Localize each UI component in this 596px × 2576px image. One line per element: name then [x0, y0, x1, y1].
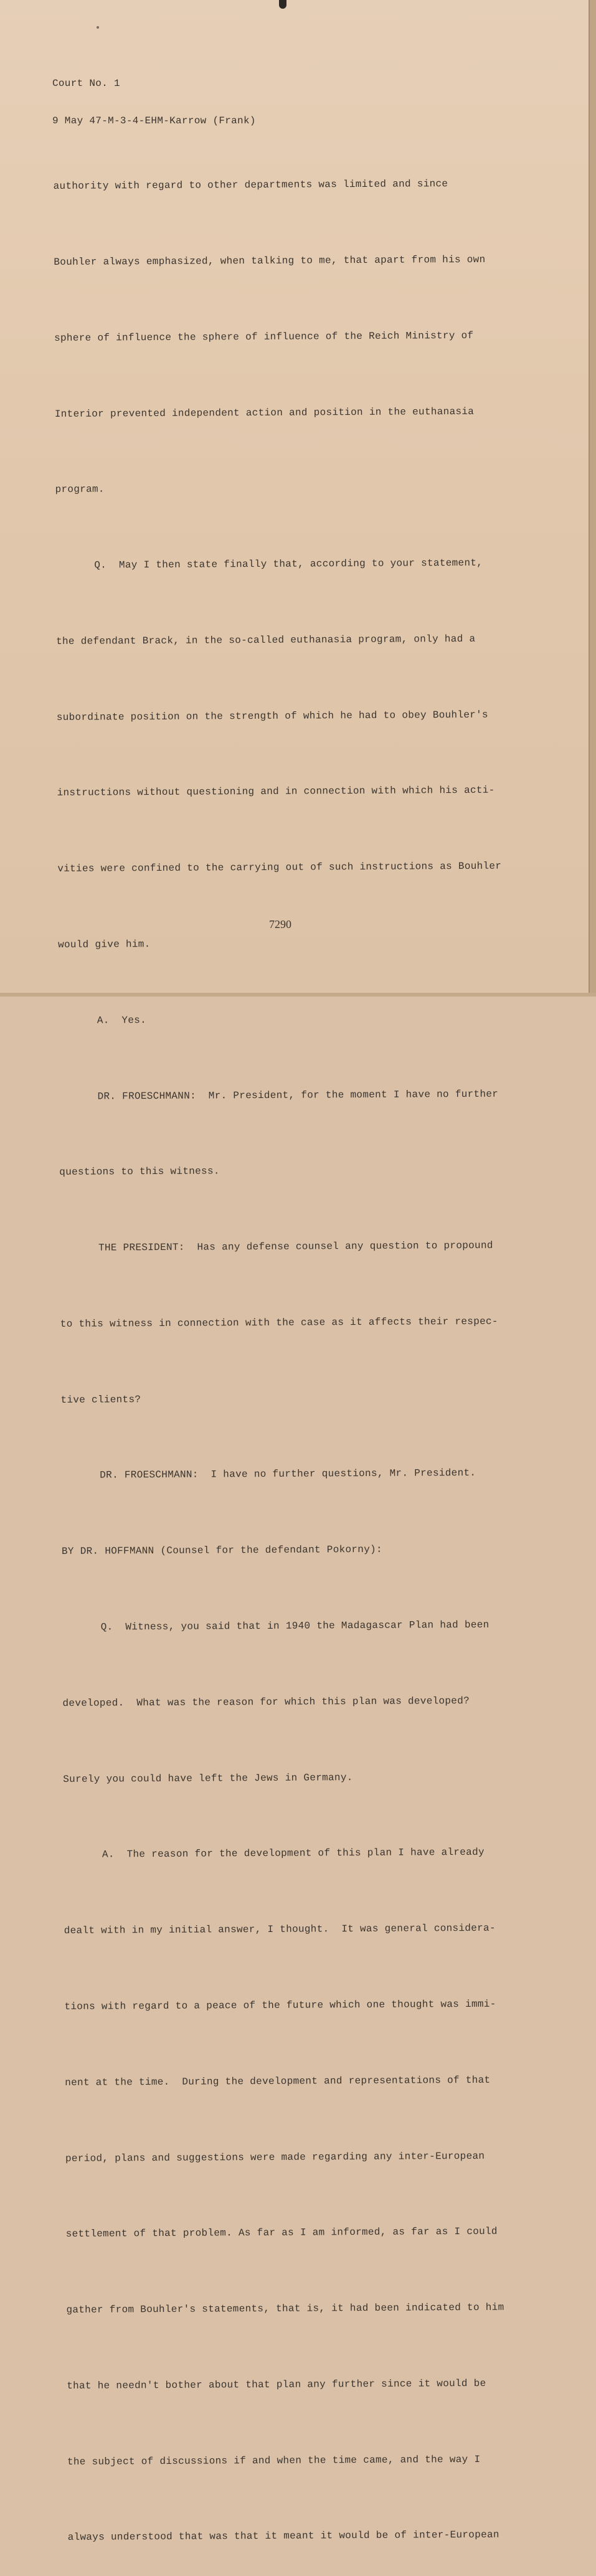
transcript-line: to this witness in connection with the case as it affects their respec-	[60, 1315, 498, 1330]
transcript-line: Bouhler always emphasized, when talking to me, that apart from his own	[54, 253, 486, 268]
transcript-line: program.	[55, 483, 105, 496]
transcript-line: Q. May I then state finally that, according to your statement,	[94, 557, 483, 571]
session-reference: 9 May 47-M-3-4-EHM-Karrow (Frank)	[52, 115, 256, 126]
transcript-line: THE PRESIDENT: Has any defense counsel any question to propound	[98, 1239, 493, 1254]
transcript-line: tive clients?	[60, 1393, 141, 1406]
transcript-line: BY DR. HOFFMANN (Counsel for the defendant Pokorny):	[61, 1544, 382, 1558]
transcript-line: authority with regard to other departments was limited and since	[53, 178, 448, 192]
transcript-line: gather from Bouhler's statements, that is, it had been indicated to him	[66, 2301, 504, 2316]
transcript-line: tions with regard to a peace of the future which one thought was immi-	[64, 1998, 496, 2012]
transcript-line: Surely you could have left the Jews in Germany.	[63, 1771, 353, 1785]
transcript-body	[53, 121, 512, 2576]
transcript-line: Interior prevented independent action and position in the euthanasia	[54, 405, 475, 420]
transcript-line: the defendant Brack, in the so-called euthanasia program, only had a	[56, 633, 476, 647]
transcript-line: would give him.	[58, 939, 151, 950]
transcript-line: sphere of influence the sphere of influence of the Reich Ministry of	[54, 329, 474, 344]
transcript-line: developed. What was the reason for which this plan was developed?	[62, 1695, 470, 1709]
transcript-line: period, plans and suggestions were made regarding any inter-European	[65, 2150, 485, 2164]
transcript-line: A. The reason for the development of this plan I have already	[102, 1847, 485, 1860]
transcript-line: the subject of discussions if and when the time came, and the way I	[67, 2453, 481, 2468]
transcript-line: DR. FROESCHMANN: I have no further questions, Mr. President.	[100, 1467, 476, 1482]
transcript-line: DR. FROESCHMANN: Mr. President, for the moment I have no further	[97, 1088, 499, 1102]
transcript-line: Q. Witness, you said that in 1940 the Madagascar Plan had been	[100, 1619, 490, 1633]
court-number: Court No. 1	[52, 78, 120, 89]
page-number: 7290	[269, 918, 291, 930]
transcript-line: subordinate position on the strength of which he had to obey Bouhler's	[56, 709, 488, 723]
transcript-line: always understood that was that it meant it would be of inter-European	[67, 2529, 499, 2544]
page-edge	[589, 0, 596, 997]
transcript-line: instructions without questioning and in connection with which his acti-	[57, 785, 495, 799]
transcript-line: A. Yes.	[97, 1014, 147, 1026]
paper-speck	[97, 26, 99, 29]
punch-hole	[279, 0, 286, 9]
transcript-line: nent at the time. During the development and representations of that	[65, 2074, 491, 2088]
transcript-line: that he needn't bother about that plan any further since it would be	[67, 2377, 486, 2392]
transcript-line: settlement of that problem. As far as I am informed, as far as I could	[65, 2225, 498, 2240]
transcript-line: dealt with in my initial answer, I thought. It was general considera-	[64, 1922, 496, 1937]
transcript-line: vities were confined to the carrying out of such instructions as Bouhler	[57, 860, 502, 875]
transcript-line: questions to this witness.	[59, 1165, 220, 1178]
